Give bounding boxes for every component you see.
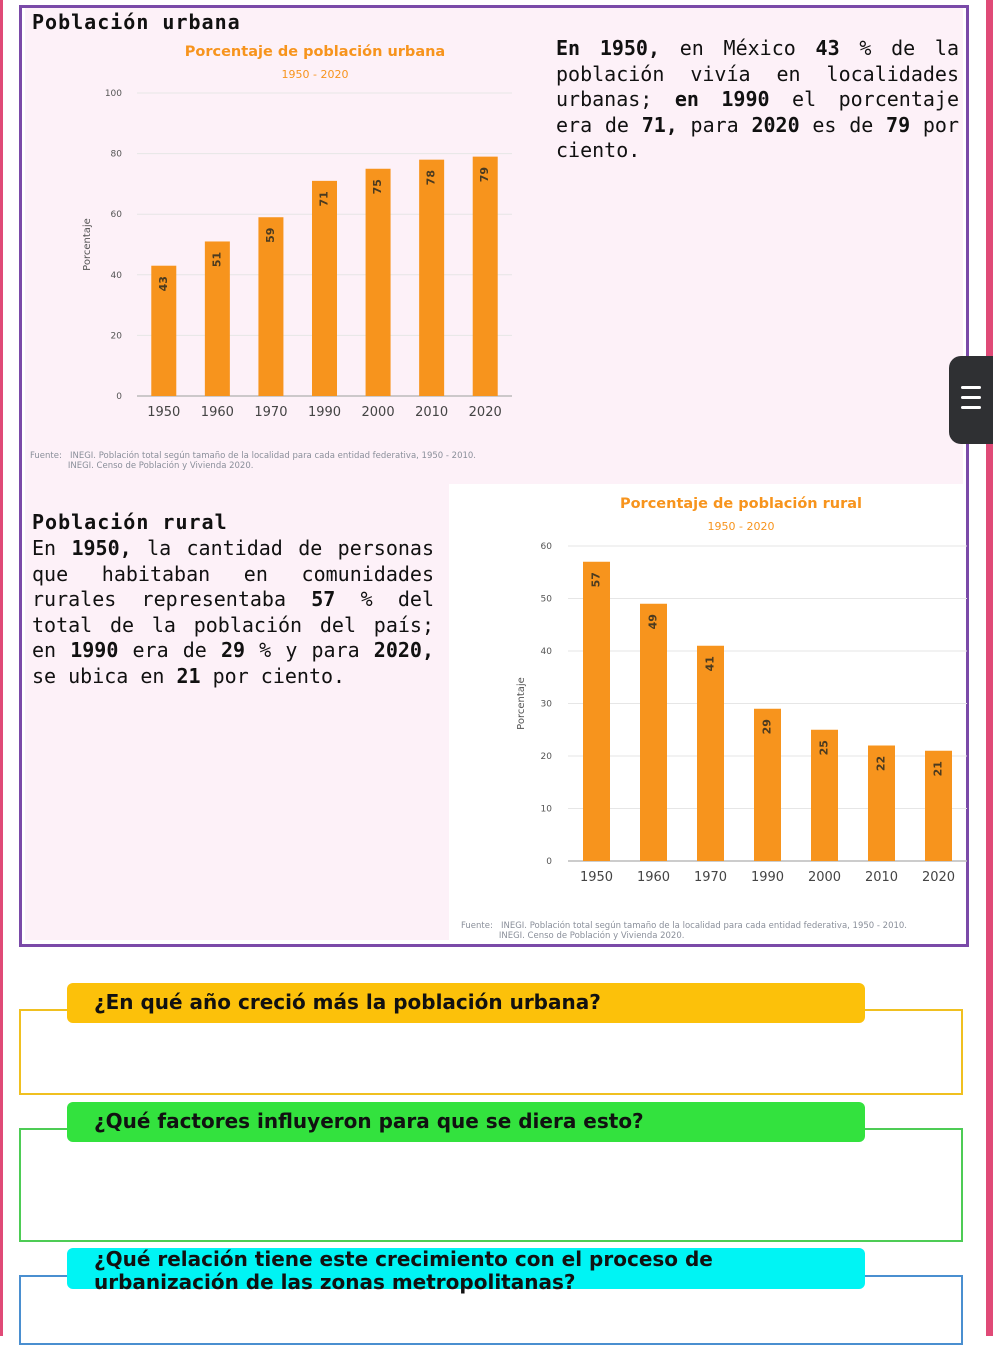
hamburger-icon <box>961 386 981 416</box>
urban-paragraph-part: para <box>677 112 752 137</box>
urban-paragraph-part: 2020 <box>751 112 800 137</box>
rural-chart-x-tick-label: 2000 <box>807 870 842 885</box>
urban-chart-svg <box>82 36 542 436</box>
rural-chart-data-label: 29 <box>760 719 774 735</box>
rural-chart-y-tick-label: 50 <box>540 594 552 605</box>
urban-paragraph <box>556 36 959 164</box>
urban-chart-bar <box>366 169 391 396</box>
rural-paragraph-part: En <box>32 536 72 560</box>
rural-paragraph <box>32 536 434 690</box>
urban-paragraph-part: 71, <box>641 112 678 137</box>
question-2-label: ¿Qué factores influyeron para que se diera esto? <box>67 1102 865 1142</box>
rural-chart-y-tick-label: 10 <box>540 804 552 815</box>
urban-chart-x-tick-label: 2000 <box>361 405 395 420</box>
rural-paragraph-part: la cantidad de personas que habitaban en comunidades rurales representaba <box>32 536 435 612</box>
urban-chart-x-tick-label: 1970 <box>254 405 288 420</box>
urban-chart-data-label: 59 <box>263 227 277 243</box>
urban-paragraph-part: el porcentaje era de <box>556 87 959 137</box>
urban-chart-y-tick-label: 60 <box>110 210 122 221</box>
urban-chart-y-tick-label: 20 <box>110 331 122 342</box>
rural-chart-data-label: 22 <box>874 755 888 772</box>
urban-paragraph-part: en 1990 <box>674 87 770 112</box>
urban-paragraph-part: 79 <box>886 112 911 137</box>
urban-paragraph-part: por ciento. <box>556 112 959 163</box>
rural-chart-x-tick-label: 1990 <box>750 870 785 885</box>
urban-chart-subtitle: 1950 - 2020 <box>281 68 349 81</box>
rural-chart-source: Fuente: INEGI. Población total según tamaño de la localidad para cada entidad federativa, 1950 - 2010. INEGI. Censo de Población y Vivienda 2020. <box>461 921 907 941</box>
urban-chart-bar <box>312 181 337 396</box>
rural-chart-data-label: 41 <box>703 656 717 672</box>
rural-paragraph-part: 57 <box>311 587 336 612</box>
urban-paragraph-part: En <box>556 36 600 60</box>
urban-chart-y-tick-label: 80 <box>110 149 122 160</box>
urban-chart-source: Fuente: INEGI. Población total según tamaño de la localidad para cada entidad federativa, 1950 - 2010. INEGI. Censo de Población y Vivienda 2020. <box>30 451 476 471</box>
question-3-line-1: ¿Qué relación tiene este crecimiento con el proceso de <box>94 1247 713 1271</box>
rural-paragraph-part: se ubica en <box>32 663 177 688</box>
rural-paragraph-part: por ciento. <box>200 663 346 688</box>
urban-chart-title: Porcentaje de población urbana <box>184 44 446 60</box>
rural-chart-y-tick-label: 40 <box>540 647 552 657</box>
urban-chart-data-label: 51 <box>210 251 224 268</box>
rural-paragraph-part: 2020, <box>373 638 434 663</box>
rural-chart-data-label: 25 <box>817 740 831 756</box>
rural-paragraph-part: 29 <box>220 638 246 663</box>
urban-chart-x-tick-label: 1950 <box>147 405 181 420</box>
urban-chart-y-axis-label: Porcentaje <box>82 218 93 271</box>
urban-chart-data-label: 75 <box>371 179 385 195</box>
rural-chart-data-label: 21 <box>931 761 945 777</box>
rural-chart-data-label: 57 <box>589 572 603 588</box>
urban-chart-data-label: 79 <box>478 166 492 183</box>
urban-paragraph-part: 43 <box>815 36 840 60</box>
rural-paragraph-part: % del total de la población del país; en <box>32 587 434 663</box>
urban-paragraph-part: es de <box>799 112 887 137</box>
urban-chart-x-tick-label: 1990 <box>307 405 342 420</box>
rural-paragraph-part: % y para <box>245 638 374 663</box>
rural-chart-x-tick-label: 1960 <box>636 870 671 885</box>
rural-chart-y-tick-label: 30 <box>540 699 552 710</box>
urban-chart-bar <box>473 157 498 396</box>
rural-paragraph-part: era de <box>118 638 221 663</box>
urban-chart-x-tick-label: 1960 <box>200 405 234 420</box>
urban-chart-y-tick-label: 40 <box>110 270 122 281</box>
rural-paragraph-part: 21 <box>176 663 201 688</box>
urban-chart-x-tick-label: 2020 <box>468 405 502 420</box>
rural-chart-x-tick-label: 1970 <box>693 870 728 885</box>
urban-heading: Población urbana <box>32 10 241 34</box>
left-border-rail <box>0 0 3 1336</box>
urban-paragraph-part: en México <box>660 36 816 60</box>
rural-chart-x-tick-label: 2020 <box>921 870 956 885</box>
rural-chart-data-label: 49 <box>646 614 660 630</box>
rural-paragraph-part: 1950, <box>71 536 132 560</box>
question-1-label: ¿En qué año creció más la población urbana? <box>67 983 865 1023</box>
rural-chart-bar <box>697 646 724 861</box>
rural-chart-subtitle: 1950 - 2020 <box>707 520 775 533</box>
urban-chart-bar <box>258 217 283 396</box>
urban-chart-bar <box>419 160 444 396</box>
urban-chart-data-label: 78 <box>424 170 438 186</box>
rural-chart-y-tick-label: 60 <box>540 542 552 552</box>
rural-chart-y-tick-label: 0 <box>546 857 552 867</box>
rural-chart-x-tick-label: 1950 <box>579 870 614 885</box>
rural-chart-y-tick-label: 20 <box>540 752 552 762</box>
urban-chart-data-label: 43 <box>156 276 170 292</box>
question-3-label <box>67 1247 865 1294</box>
right-border-rail <box>986 0 993 1336</box>
content-frame <box>19 5 969 947</box>
urban-chart-data-label: 71 <box>317 191 331 207</box>
rural-chart-bar <box>640 604 667 861</box>
rural-chart-bar <box>583 562 610 861</box>
urban-paragraph-part: 1950, <box>599 36 661 60</box>
menu-toggle-button[interactable] <box>949 356 993 444</box>
question-3-line-2: urbanización de las zonas metropolitanas? <box>94 1270 576 1294</box>
urban-paragraph-part: % de la población vivía en localidades urbanas; <box>556 36 960 112</box>
rural-paragraph-part: 1990 <box>70 638 119 663</box>
urban-chart-y-tick-label: 100 <box>104 89 122 99</box>
answer-box-2[interactable] <box>19 1128 963 1242</box>
urban-chart-x-tick-label: 2010 <box>415 405 449 420</box>
rural-chart-x-tick-label: 2010 <box>864 870 899 885</box>
rural-chart-svg <box>512 486 967 906</box>
rural-heading: Población rural <box>32 510 228 534</box>
urban-chart-y-tick-label: 0 <box>116 392 122 402</box>
rural-chart-y-axis-label: Porcentaje <box>516 677 527 730</box>
rural-chart-title: Porcentaje de población rural <box>619 496 863 512</box>
